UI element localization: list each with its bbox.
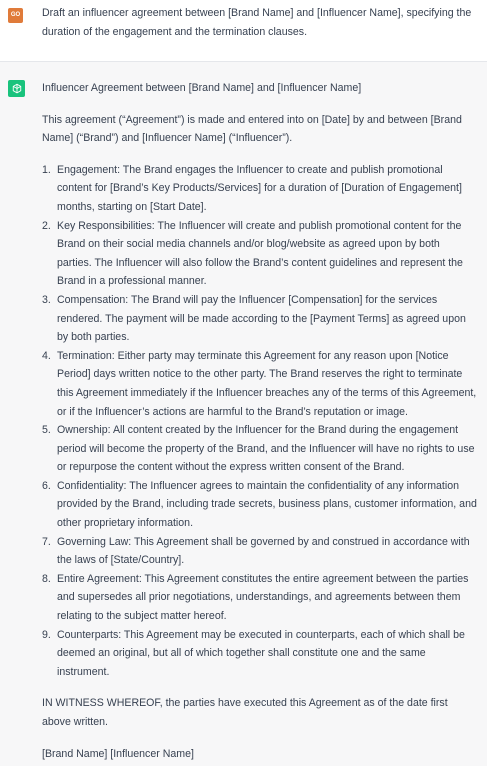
clause-item (42, 477, 477, 533)
clause-list (42, 161, 477, 682)
clause-number: 6. (42, 479, 51, 492)
clause-item (42, 570, 477, 626)
clause-text: Counterparts: This Agreement may be executed in counterparts, each of which shall be deemed an original, but all of which together shall constitute one and the same instrument. (57, 628, 465, 678)
clause-number: 9. (42, 628, 51, 641)
clause-item (42, 217, 477, 291)
signature-line: [Brand Name] [Influencer Name] (42, 747, 194, 760)
assistant-message-row (0, 62, 487, 766)
user-message-row (0, 0, 487, 62)
clause-text: Confidentiality: The Influencer agrees to maintain the confidentiality of any information provided by the Brand, including trade secrets, business plans, customer information, and other proprietary information. (57, 479, 477, 530)
clause-number: 1. (42, 163, 51, 176)
clause-item (42, 291, 477, 347)
clause-item (42, 347, 477, 421)
clause-number: 5. (42, 424, 51, 437)
clause-number: 7. (42, 535, 51, 548)
clause-text: Ownership: All content created by the Influencer for the Brand during the engagement period will become the property of the Brand, and the Influencer will have no rights to use or repurpose the content without the express written consent of the Brand. (57, 424, 475, 474)
clause-item (42, 533, 477, 570)
clause-text: Governing Law: This Agreement shall be governed by and construed in accordance with the laws of [State/Country]. (57, 535, 470, 567)
clause-number: 3. (42, 293, 51, 306)
clause-number: 2. (42, 219, 51, 232)
clause-text: Entire Agreement: This Agreement constitutes the entire agreement between the parties and supersedes all prior negotiations, understandings, and agreements between them relating to the subject matter hereof. (57, 572, 469, 623)
chatgpt-logo-icon (8, 80, 25, 97)
agreement-intro: This agreement (“Agreement”) is made and entered into on [Date] by and between [Brand Name] (“Brand”) and [Influencer Name] (“Influencer”). (42, 113, 462, 145)
clause-item (42, 161, 477, 217)
clause-text: Compensation: The Brand will pay the Influencer [Compensation] for the services rendered. The payment will be made according to the [Payment Terms] as agreed upon by both parties. (57, 293, 466, 344)
witness-statement: IN WITNESS WHEREOF, the parties have executed this Agreement as of the date first above written. (42, 697, 448, 728)
user-message-text: Draft an influencer agreement between [Brand Name] and [Influencer Name], specifying the duration of the engagement and the termination clauses. (42, 7, 472, 38)
clause-item (42, 421, 477, 477)
clause-text: Engagement: The Brand engages the Influencer to create and publish promotional content for [Brand’s Key Products/Services] for a duration of [Duration of Engagement] months, starting on [Start Date]. (57, 163, 462, 213)
clause-item (42, 626, 477, 682)
assistant-message-content (42, 79, 477, 766)
clause-text: Key Responsibilities: The Influencer will create and publish promotional content for the Brand on their social media channels and/or blog/website as agreed upon by both parties. The Influencer will also follow the Brand’s content guidelines and represent the Brand in a professional manner. (57, 219, 463, 288)
clause-number: 4. (42, 349, 51, 362)
clause-text: Termination: Either party may terminate this Agreement for any reason upon [Notice Period] days written notice to the other party. The Brand reserves the right to terminate this Agreement immediately if the Influencer breaches any of the terms of this Agreement, or if the Influencer’s actions are harmful to the Brand’s reputation or image. (57, 349, 477, 418)
agreement-title: Influencer Agreement between [Brand Name] and [Influencer Name] (42, 82, 362, 94)
user-avatar: GO (8, 8, 23, 23)
clause-number: 8. (42, 572, 51, 585)
